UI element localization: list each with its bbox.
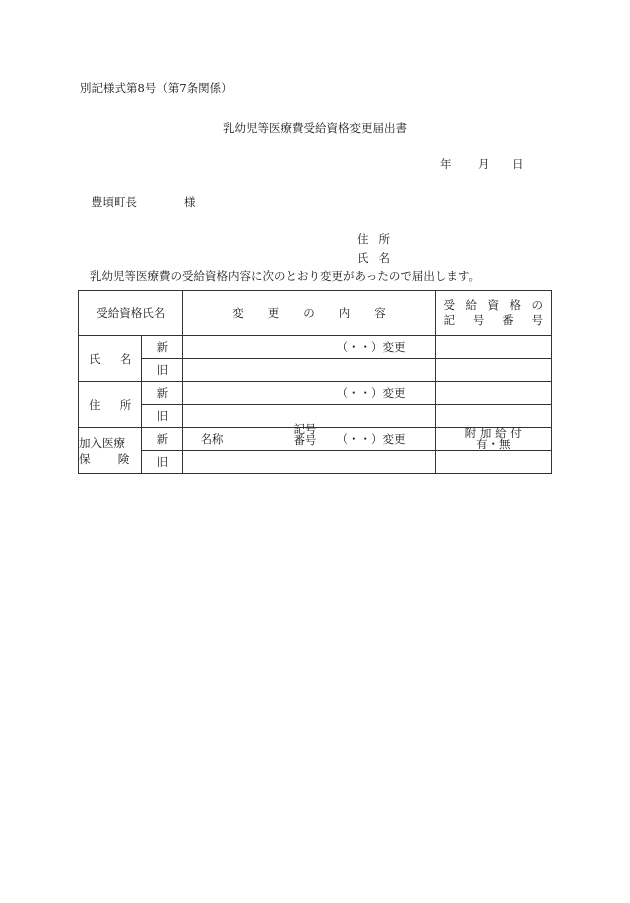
table-row [79, 428, 552, 451]
applicant-address-label: 住所 [357, 232, 400, 246]
change-suffix: （・・）変更 [336, 432, 406, 446]
addressee [91, 194, 196, 210]
year-label: 年 [440, 157, 452, 171]
row-label-name: 氏 名 [79, 336, 142, 382]
change-form-table [78, 290, 552, 474]
insurance-name-label: 名称 [200, 432, 224, 446]
old-label: 旧 [142, 359, 183, 382]
additional-benefit[interactable]: 附 加 給 付 有・無 [435, 428, 552, 451]
number-field-6[interactable] [435, 451, 552, 474]
table-row [79, 336, 552, 359]
number-field-1[interactable] [435, 336, 552, 359]
old-label: 旧 [142, 405, 183, 428]
old-label: 旧 [142, 451, 183, 474]
form-reference: 別記様式第8号（第7条関係） [80, 81, 233, 95]
change-suffix: （・・）変更 [336, 340, 406, 354]
new-label: 新 [142, 428, 183, 451]
month-label: 月 [478, 157, 490, 171]
table-row [79, 382, 552, 405]
table-row [79, 359, 552, 382]
insurance-symbol-number-label: 記号 番号 [293, 422, 317, 447]
header-recipient-number: 受 給 資 格 の 記 号 番 号 [435, 291, 552, 336]
address-new-field[interactable] [183, 382, 435, 405]
row-label-address: 住 所 [79, 382, 142, 428]
name-new-field[interactable] [183, 336, 435, 359]
header-recipient-name: 受給資格氏名 [79, 291, 183, 336]
addressee-name: 豊頃町長 [91, 195, 137, 209]
document-title: 乳幼児等医療費受給資格変更届出書 [223, 121, 407, 135]
insurance-old-field[interactable] [183, 451, 435, 474]
number-field-3[interactable] [435, 382, 552, 405]
number-field-2[interactable] [435, 359, 552, 382]
header-change-content: 変 更 の 内 容 [183, 291, 435, 336]
applicant-name-label: 氏名 [357, 251, 400, 265]
insurance-new-field[interactable] [183, 422, 435, 451]
number-field-4[interactable] [435, 405, 552, 428]
addressee-suffix: 様 [184, 195, 196, 209]
new-label: 新 [142, 336, 183, 359]
intro-text: 乳幼児等医療費の受給資格内容に次のとおり変更があったので届出します。 [90, 269, 480, 283]
name-old-field[interactable] [183, 359, 435, 382]
day-label: 日 [512, 157, 524, 171]
change-suffix: （・・）変更 [336, 386, 406, 400]
table-row [79, 451, 552, 474]
new-label: 新 [142, 382, 183, 405]
row-label-insurance: 加入医療 保 険 [79, 428, 142, 474]
table-header-row [79, 291, 552, 336]
